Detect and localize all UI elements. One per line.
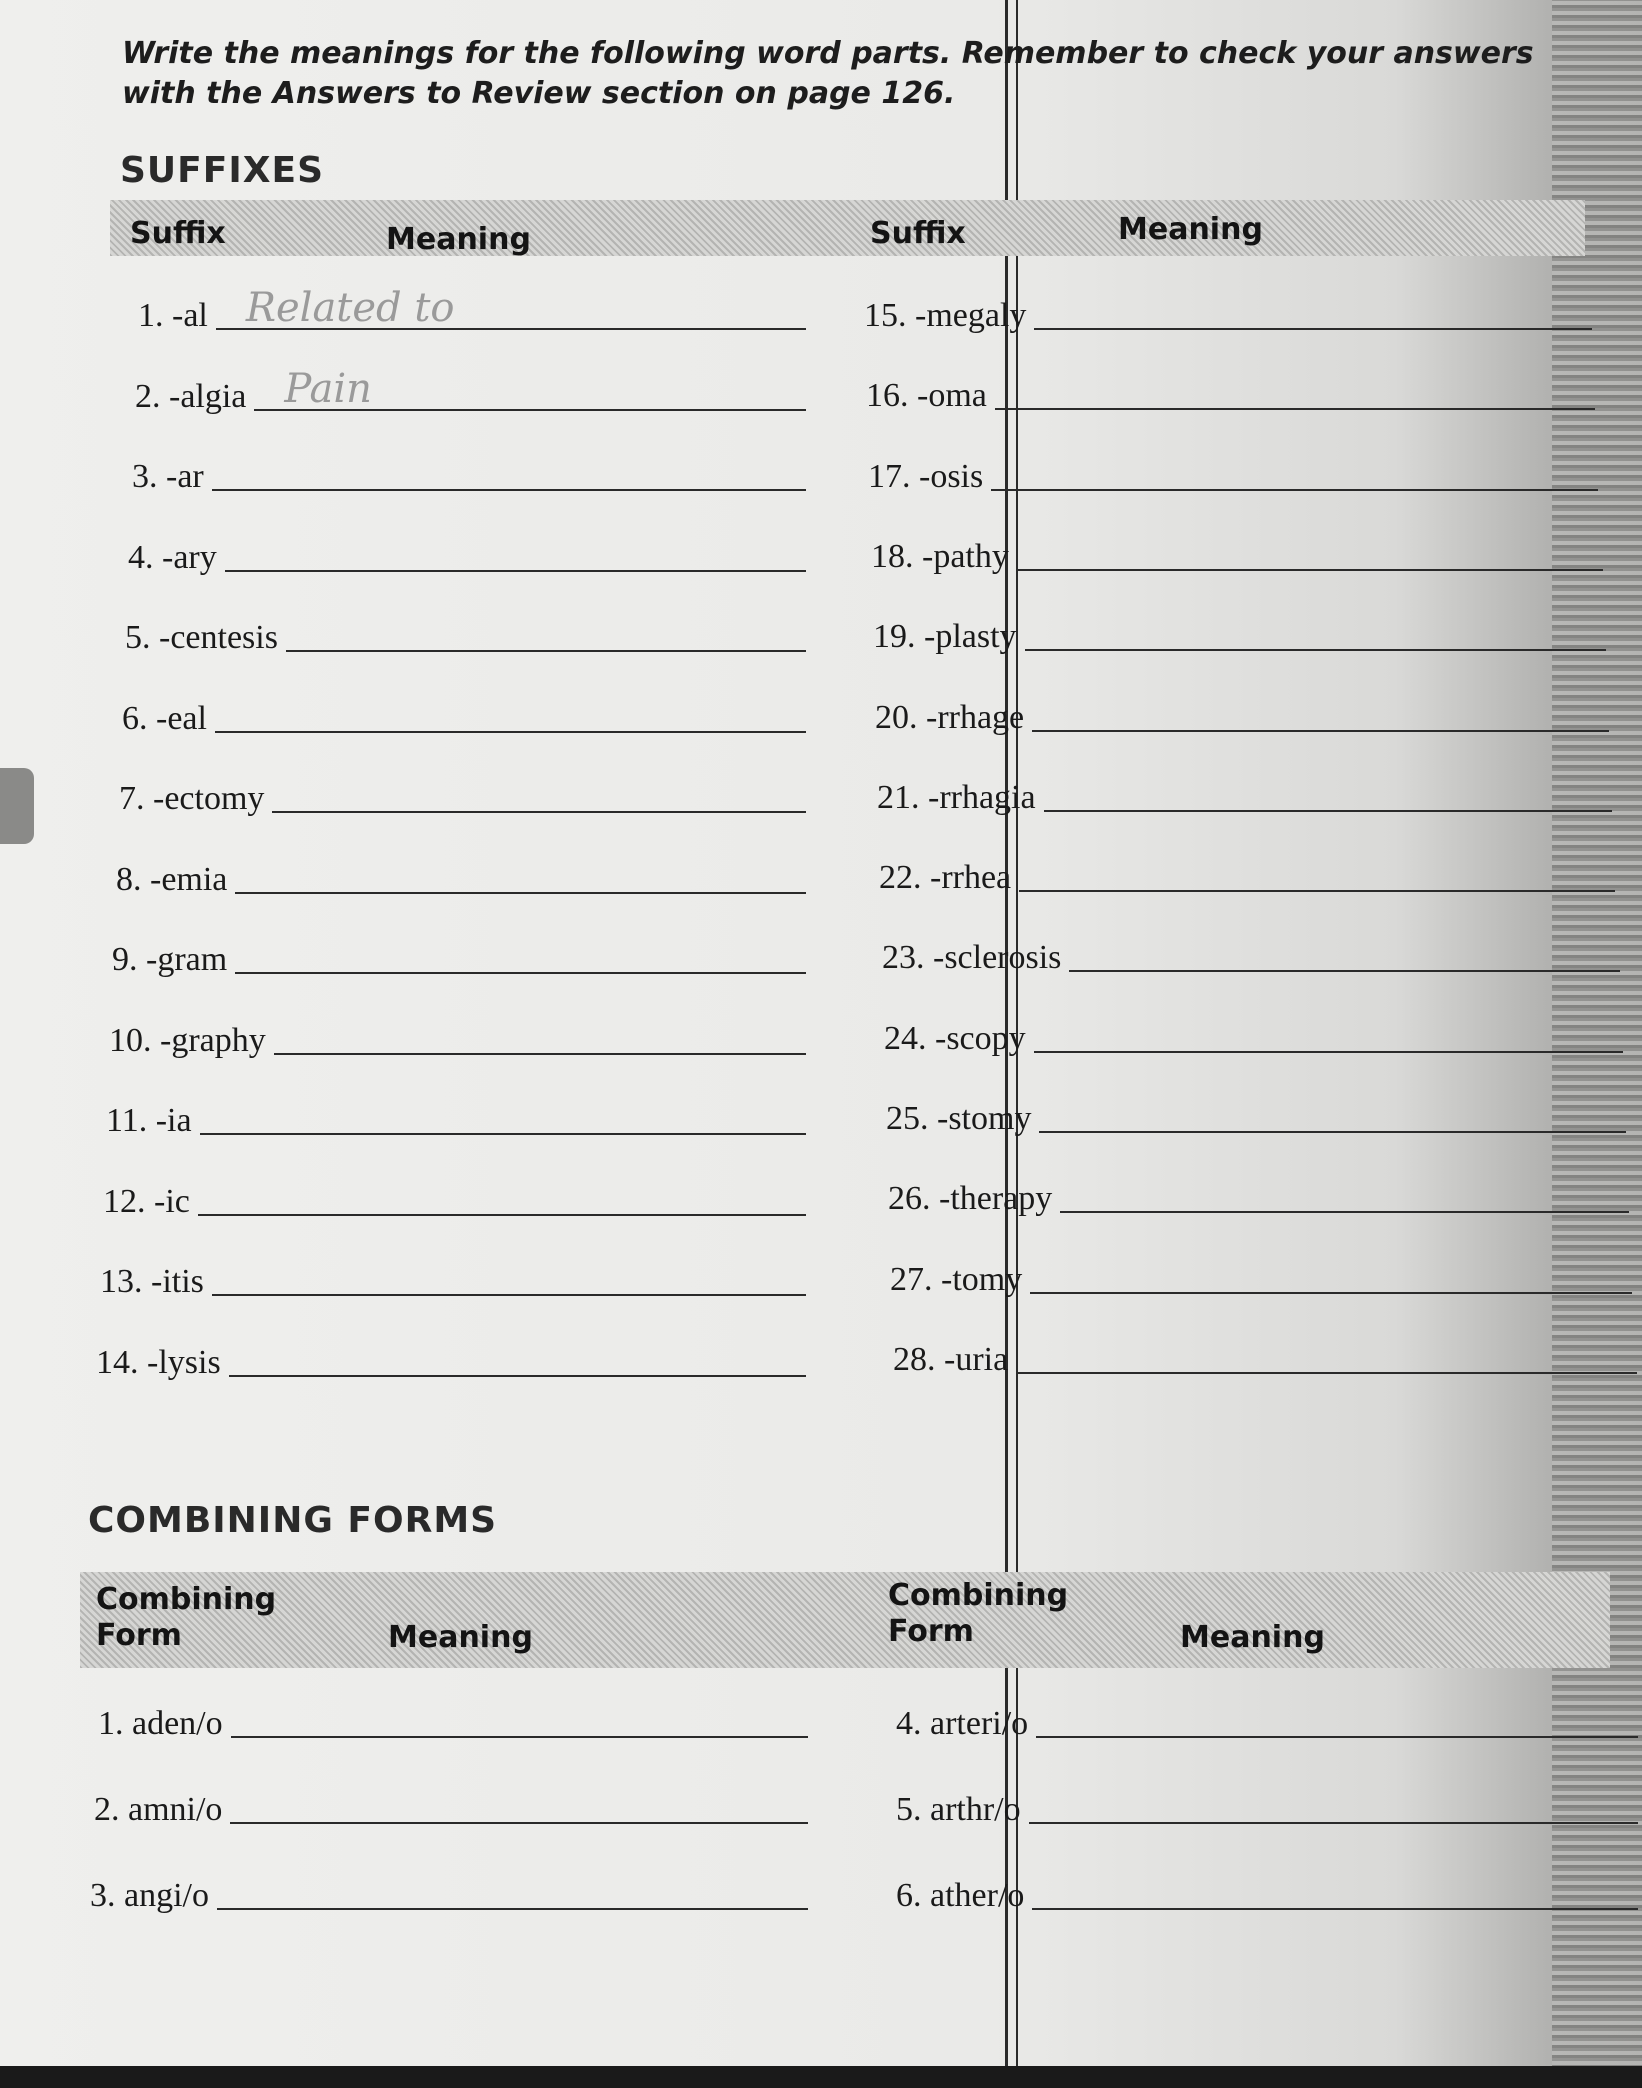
answer-row bbox=[96, 1343, 806, 1383]
word-part-label: 6. -eal bbox=[122, 700, 207, 737]
meaning-blank-field[interactable] bbox=[254, 366, 806, 412]
meaning-blank-field[interactable] bbox=[1069, 940, 1620, 972]
word-part-label: 15. -megaly bbox=[864, 297, 1027, 334]
word-part-label: 1. -al bbox=[138, 297, 208, 334]
word-part-label: 25. -stomy bbox=[886, 1100, 1032, 1137]
meaning-blank-field[interactable] bbox=[1025, 619, 1606, 651]
word-part-label: 13. -itis bbox=[100, 1263, 204, 1300]
word-part-label: 1. aden/o bbox=[98, 1705, 223, 1742]
instructions-text: Write the meanings for the following word parts. Remember to check your answers with the Answers to Review section on page 126. bbox=[122, 36, 1534, 111]
meaning-blank-field[interactable] bbox=[198, 1184, 806, 1216]
answer-row bbox=[864, 296, 1592, 336]
word-part-label: 19. -plasty bbox=[873, 618, 1017, 655]
answer-row bbox=[882, 938, 1620, 978]
word-part-label: 5. arthr/o bbox=[896, 1791, 1021, 1828]
meaning-blank-field[interactable] bbox=[230, 1792, 808, 1824]
answer-row bbox=[896, 1876, 1638, 1916]
page-tab bbox=[0, 768, 34, 844]
meaning-blank-field[interactable] bbox=[1034, 1021, 1623, 1053]
word-part-label: 4. arteri/o bbox=[896, 1705, 1029, 1742]
meaning-blank-field[interactable] bbox=[1032, 1878, 1638, 1910]
meaning-blank-field[interactable] bbox=[995, 378, 1595, 410]
answer-row bbox=[125, 618, 806, 658]
answer-row bbox=[866, 376, 1595, 416]
answer-row bbox=[90, 1876, 808, 1916]
word-part-label: 7. -ectomy bbox=[119, 780, 265, 817]
answer-row bbox=[103, 1182, 806, 1222]
meaning-column-header: Meaning bbox=[1180, 1620, 1325, 1655]
answer-row bbox=[896, 1790, 1638, 1830]
answer-row bbox=[94, 1790, 808, 1830]
answer-row bbox=[132, 457, 806, 497]
word-part-label: 20. -rrhage bbox=[875, 699, 1025, 736]
answer-row bbox=[119, 779, 806, 819]
meaning-column-header: Meaning bbox=[386, 222, 531, 257]
meaning-blank-field[interactable] bbox=[200, 1103, 806, 1135]
answer-row bbox=[886, 1099, 1626, 1139]
word-part-label: 12. -ic bbox=[103, 1183, 190, 1220]
word-part-label: 9. -gram bbox=[112, 941, 228, 978]
meaning-blank-field[interactable] bbox=[1019, 860, 1615, 892]
answer-row bbox=[135, 366, 806, 417]
answer-row bbox=[100, 1262, 806, 1302]
meaning-blank-field[interactable] bbox=[1036, 1706, 1638, 1738]
word-part-label: 2. amni/o bbox=[94, 1791, 223, 1828]
meaning-blank-field[interactable] bbox=[1017, 539, 1603, 571]
word-part-label: 10. -graphy bbox=[109, 1022, 266, 1059]
meaning-blank-field[interactable] bbox=[235, 862, 806, 894]
handwritten-answer: Related to bbox=[245, 285, 455, 331]
word-part-label: 28. -uria bbox=[893, 1341, 1009, 1378]
meaning-blank-field[interactable] bbox=[216, 285, 806, 331]
answer-row bbox=[112, 940, 806, 980]
meaning-blank-field[interactable] bbox=[272, 781, 806, 813]
word-part-label: 5. -centesis bbox=[125, 619, 278, 656]
meaning-blank-field[interactable] bbox=[1039, 1101, 1626, 1133]
combining-form-column-header: Combining Form bbox=[888, 1578, 1069, 1649]
word-part-label: 16. -oma bbox=[866, 377, 987, 414]
word-part-label: 4. -ary bbox=[128, 539, 217, 576]
word-part-label: 14. -lysis bbox=[96, 1344, 221, 1381]
meaning-blank-field[interactable] bbox=[235, 942, 806, 974]
word-part-label: 17. -osis bbox=[868, 458, 984, 495]
answer-row bbox=[871, 537, 1603, 577]
meaning-blank-field[interactable] bbox=[1044, 780, 1612, 812]
meaning-blank-field[interactable] bbox=[1029, 1792, 1638, 1824]
suffixes-section-title: SUFFIXES bbox=[120, 150, 325, 191]
meaning-blank-field[interactable] bbox=[217, 1878, 808, 1910]
meaning-blank-field[interactable] bbox=[1032, 700, 1609, 732]
handwritten-answer: Pain bbox=[284, 366, 372, 412]
meaning-column-header: Meaning bbox=[388, 1620, 533, 1655]
suffix-column-header: Suffix bbox=[870, 216, 966, 251]
answer-row bbox=[888, 1179, 1629, 1219]
answer-row bbox=[98, 1704, 808, 1744]
meaning-column-header: Meaning bbox=[1118, 212, 1263, 247]
word-part-label: 3. angi/o bbox=[90, 1877, 209, 1914]
word-part-label: 22. -rrhea bbox=[879, 859, 1012, 896]
word-part-label: 27. -tomy bbox=[890, 1261, 1023, 1298]
answer-row bbox=[138, 285, 806, 336]
answer-row bbox=[890, 1260, 1632, 1300]
answer-row bbox=[106, 1101, 806, 1141]
answer-row bbox=[122, 699, 806, 739]
word-part-label: 26. -therapy bbox=[888, 1180, 1053, 1217]
answer-row bbox=[116, 860, 806, 900]
answer-row bbox=[893, 1340, 1637, 1380]
meaning-blank-field[interactable] bbox=[212, 459, 806, 491]
meaning-blank-field[interactable] bbox=[215, 701, 806, 733]
combining-forms-section-title: COMBINING FORMS bbox=[88, 1500, 498, 1541]
meaning-blank-field[interactable] bbox=[1060, 1181, 1629, 1213]
meaning-blank-field[interactable] bbox=[991, 459, 1598, 491]
word-part-label: 18. -pathy bbox=[871, 538, 1009, 575]
word-part-label: 11. -ia bbox=[106, 1102, 192, 1139]
suffixes-header-band bbox=[110, 200, 1585, 256]
word-part-label: 23. -sclerosis bbox=[882, 939, 1062, 976]
word-part-label: 2. -algia bbox=[135, 378, 247, 415]
answer-row bbox=[877, 778, 1612, 818]
answer-row bbox=[875, 698, 1609, 738]
answer-row bbox=[896, 1704, 1638, 1744]
answer-row bbox=[109, 1021, 806, 1061]
meaning-blank-field[interactable] bbox=[274, 1023, 806, 1055]
answer-row bbox=[868, 457, 1598, 497]
word-part-label: 24. -scopy bbox=[884, 1020, 1026, 1057]
meaning-blank-field[interactable] bbox=[1034, 298, 1592, 330]
combining-form-column-header: Combining Form bbox=[96, 1582, 277, 1653]
word-part-label: 8. -emia bbox=[116, 861, 228, 898]
meaning-blank-field[interactable] bbox=[231, 1706, 808, 1738]
answer-row bbox=[884, 1019, 1623, 1059]
meaning-blank-field[interactable] bbox=[225, 540, 806, 572]
page-bottom-edge bbox=[0, 2066, 1642, 2088]
word-part-label: 3. -ar bbox=[132, 458, 204, 495]
answer-row bbox=[873, 617, 1606, 657]
answer-row bbox=[128, 538, 806, 578]
suffix-column-header: Suffix bbox=[130, 216, 226, 251]
meaning-blank-field[interactable] bbox=[1030, 1262, 1632, 1294]
meaning-blank-field[interactable] bbox=[1016, 1342, 1637, 1374]
meaning-blank-field[interactable] bbox=[286, 620, 806, 652]
answer-row bbox=[879, 858, 1615, 898]
word-part-label: 6. ather/o bbox=[896, 1877, 1025, 1914]
word-part-label: 21. -rrhagia bbox=[877, 779, 1036, 816]
meaning-blank-field[interactable] bbox=[229, 1345, 806, 1377]
meaning-blank-field[interactable] bbox=[212, 1264, 806, 1296]
